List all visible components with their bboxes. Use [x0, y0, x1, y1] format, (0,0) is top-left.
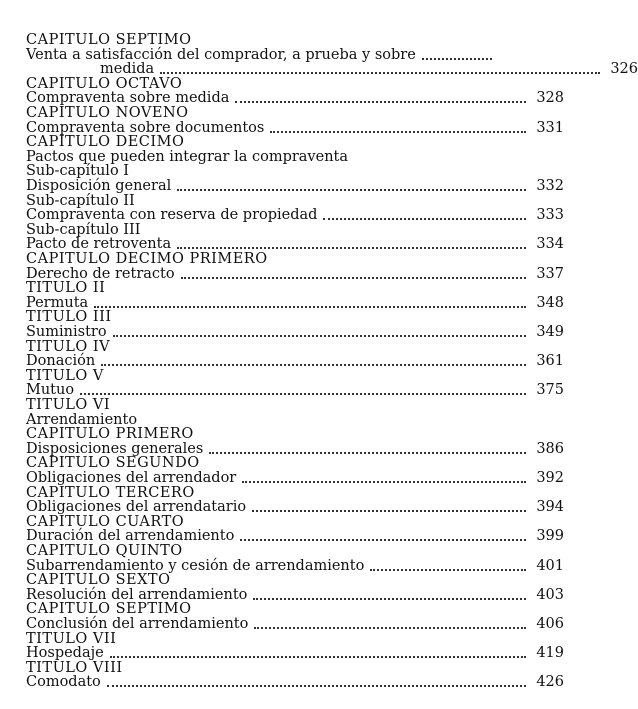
- subtitle-text: Sub-capítulo III: [26, 221, 141, 238]
- section-heading: [26, 252, 564, 267]
- page-number: 333: [536, 207, 564, 224]
- page-number: 403: [536, 586, 564, 603]
- dot-leader: [253, 597, 526, 600]
- dot-leader: [94, 305, 526, 308]
- dot-leader: [177, 188, 526, 191]
- toc-entry: [26, 179, 564, 194]
- section-heading: [26, 135, 564, 150]
- section-heading: [26, 427, 564, 442]
- dot-leader: [254, 626, 526, 629]
- page-number: 426: [536, 674, 564, 691]
- entry-title: Suministro: [26, 324, 107, 340]
- page-number: 401: [536, 557, 564, 574]
- dot-leader: [422, 57, 492, 60]
- section-heading: [26, 544, 564, 559]
- section-heading: [26, 33, 564, 48]
- page-number: 326: [610, 61, 638, 78]
- section-heading: [26, 106, 564, 121]
- heading-text: CAPITULO SEPTIMO: [26, 32, 192, 48]
- page-number: 399: [536, 528, 564, 545]
- toc-entry: [26, 646, 564, 661]
- heading-text: TITULO II: [26, 280, 106, 297]
- dot-leader: [80, 392, 526, 395]
- heading-text: TITULO IV: [26, 338, 111, 355]
- dot-leader: [177, 246, 526, 249]
- heading-text: CAPITULO NOVENO: [26, 105, 189, 121]
- heading-text: TITULO V: [26, 367, 104, 384]
- heading-text: CAPITULO CUARTO: [26, 513, 185, 530]
- page-number: 331: [536, 119, 564, 136]
- subtitle-text: Sub-capítulo II: [26, 192, 135, 209]
- dot-leader: [107, 684, 526, 687]
- toc-entry: [26, 617, 564, 632]
- heading-text: CAPITULO SEPTIMO: [26, 601, 192, 618]
- entry-title: Comodato: [26, 674, 101, 691]
- toc-entry: [26, 208, 564, 223]
- heading-text: CAPITULO TERCERO: [26, 484, 195, 501]
- entry-title: Disposiciones generales: [26, 440, 204, 457]
- section-heading: [26, 632, 564, 647]
- entry-title: Obligaciones del arrendatario: [26, 499, 247, 516]
- entry-title: Venta a satisfacción del comprador, a prueba y sobre: [26, 46, 416, 63]
- section-heading: [26, 661, 564, 676]
- dot-leader: [101, 363, 526, 366]
- heading-text: CAPITULO QUINTO: [26, 543, 183, 559]
- subtitle-text: Arrendamiento: [26, 411, 138, 428]
- page-number: 419: [536, 645, 564, 662]
- subtitle-text: Sub-capítulo I: [26, 163, 130, 180]
- entry-title: Compraventa sobre medida: [26, 90, 230, 107]
- entry-title: Subarrendamiento y cesión de arrendamiento: [26, 557, 365, 574]
- dot-leader: [160, 71, 600, 74]
- page-number: 328: [536, 90, 564, 107]
- dot-leader: [270, 130, 526, 133]
- toc-entry: [26, 325, 564, 340]
- section-heading: [26, 398, 564, 413]
- heading-text: CAPITULO PRIMERO: [26, 426, 194, 443]
- dot-leader: [242, 480, 526, 483]
- entry-title: Compraventa con reserva de propiedad: [26, 207, 318, 224]
- dot-leader: [110, 655, 526, 658]
- heading-text: CAPITULO OCTAVO: [26, 75, 183, 92]
- page-number: 394: [536, 499, 564, 516]
- heading-text: TITULO III: [26, 309, 112, 326]
- page-number: 332: [536, 178, 564, 194]
- entry-title: Duración del arrendamiento: [26, 528, 235, 545]
- entry-title: Mutuo: [26, 382, 75, 399]
- dot-leader: [323, 217, 526, 220]
- dot-leader: [209, 451, 526, 454]
- section-heading: [26, 369, 564, 384]
- dot-leader: [240, 538, 526, 541]
- toc-entry: [26, 471, 564, 486]
- entry-title: Pacto de retroventa: [26, 236, 172, 253]
- entry-title: Permuta: [26, 294, 89, 311]
- page-number: 337: [536, 265, 564, 282]
- dot-leader: [235, 100, 526, 103]
- section-heading: [26, 340, 564, 355]
- heading-text: CAPITULO DECIMO PRIMERO: [26, 251, 268, 267]
- entry-title: Hospedaje: [26, 645, 104, 662]
- heading-text: CAPITULO DECIMO: [26, 134, 185, 151]
- page-number: 392: [536, 470, 564, 486]
- page-number: 406: [536, 616, 564, 632]
- heading-text: TITULO VI: [26, 397, 111, 413]
- heading-text: TITULO VIII: [26, 659, 123, 676]
- toc-entry-continuation: [26, 62, 638, 77]
- entry-title: Compraventa sobre documentos: [26, 119, 265, 136]
- heading-text: TITULO VII: [26, 630, 117, 647]
- subtitle-text: Pactos que pueden integrar la compraventa: [26, 148, 349, 165]
- entry-title: Donación: [26, 353, 96, 370]
- entry-title: Resolución del arrendamiento: [26, 586, 248, 603]
- page-number: 361: [536, 353, 564, 370]
- dot-leader: [370, 568, 526, 571]
- heading-text: CAPITULO SEGUNDO: [26, 455, 200, 472]
- entry-title: Obligaciones del arrendador: [26, 470, 237, 486]
- toc-entry: [26, 500, 564, 515]
- entry-title-continuation: medida: [100, 61, 155, 78]
- entry-title: Derecho de retracto: [26, 265, 175, 282]
- page-number: 349: [536, 324, 564, 340]
- page-number: 334: [536, 236, 564, 253]
- dot-leader: [113, 334, 526, 337]
- page-number: 348: [536, 294, 564, 311]
- dot-leader: [181, 276, 526, 279]
- entry-title: Conclusión del arrendamiento: [26, 616, 249, 632]
- entry-title: Disposición general: [26, 178, 172, 194]
- toc-entry: [26, 267, 564, 282]
- page-number: 386: [536, 440, 564, 457]
- section-heading: [26, 281, 564, 296]
- toc-entry: [26, 354, 564, 369]
- page-number: 375: [536, 382, 564, 399]
- heading-text: CAPITULO SEXTO: [26, 572, 171, 589]
- section-heading: [26, 310, 564, 325]
- toc-entry: [26, 675, 564, 690]
- dot-leader: [252, 509, 526, 512]
- section-heading: [26, 573, 564, 588]
